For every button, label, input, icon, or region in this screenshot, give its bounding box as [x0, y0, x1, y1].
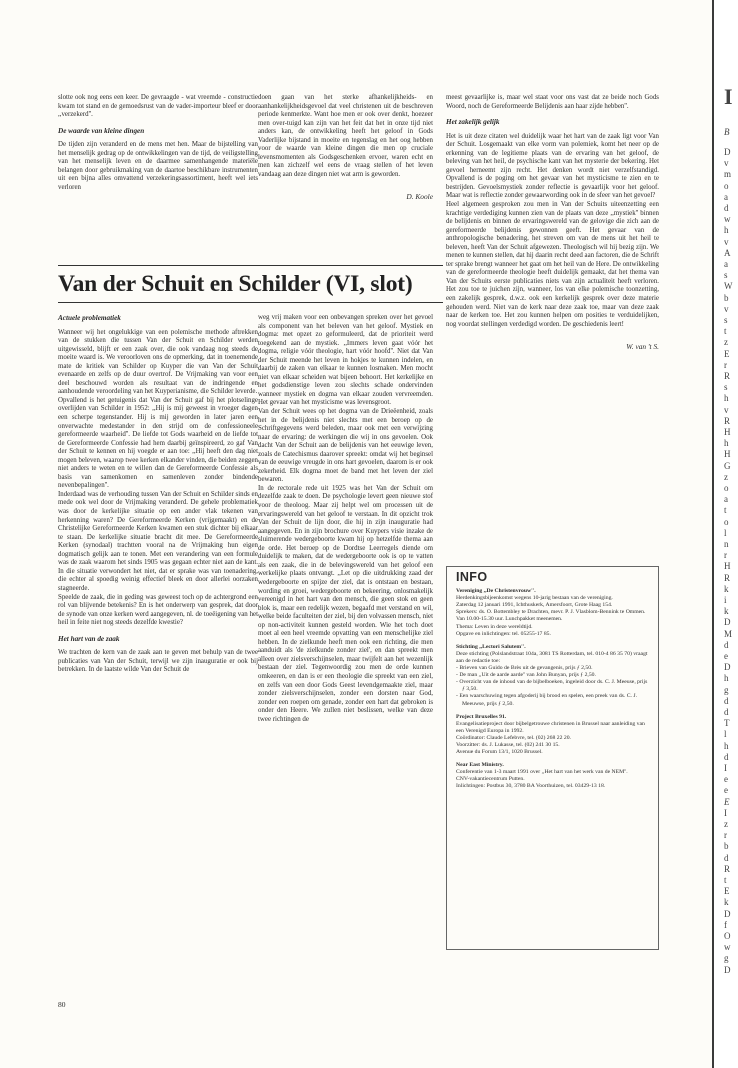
facing-page-letter: g [724, 953, 729, 964]
info-line: CNV-vakantiecentrum Putten. [456, 776, 525, 783]
author-signature: W. van 't S. [626, 342, 659, 352]
facing-page-letter: s [724, 315, 728, 325]
paragraph: doen gaan van het sterke afhankelijkheids- en aanhankelijkheidsgevoel dat veel christenen uit de beschreven periode kenmerkte. Want hoe men er ook over denkt, hoezeer men over-tuigd kan zijn van het feit dat het in onze tijd niet anders kan, de ontwikkeling heeft het geloof in Gods Vaderlijke bijstand in moeite en tegenslag en het oog hebben voor de waarde van kleine dingen die men op cruciale levensmomenten als Godsgeschenken ervoer, waren echt en men kan zichzelf wel eens de vraag stellen of het leven vandaag aan deze dingen niet wat arm is geworden. [258, 94, 433, 178]
info-line: Opgave en inlichtingen: tel. 05255-17 85. [456, 630, 551, 637]
facing-page-edge [712, 0, 738, 1068]
facing-page-letter: D [724, 617, 731, 628]
info-line: Avenue du Forum 13/1, 1020 Brussel. [456, 749, 543, 756]
paragraph: meest gevaarlijke is, maar wel staat voor ons vast dat ze beide noch Gods Woord, noch de Gereformeerde Belijdenis aan haar zijde hebben''. [446, 94, 659, 110]
facing-page-letter: b [724, 292, 729, 303]
facing-page-letter: a [724, 259, 728, 269]
facing-page-letter: s [724, 270, 728, 281]
info-section-title: Vereniging ,,De Christenvrouw''. [456, 588, 536, 595]
paragraph: We trachten de kern van de zaak aan te geven met behulp van de twee publicaties van Van der Schuit, terwijl we zijn inauguratie er ook bij betrekken. In de laatste wilde Van der Schuit de [58, 649, 258, 674]
info-line: Zaterdag 12 januari 1991, Ichthuskerk, Amersfoort, Grote Haag 154. [456, 602, 613, 609]
facing-page-letter: O [724, 931, 731, 941]
facing-page-letter: z [724, 819, 728, 829]
facing-page-letter: E [724, 796, 730, 807]
facing-page-letter: m [724, 169, 732, 180]
facing-page-letter: a [724, 191, 728, 202]
section-heading: De waarde van kleine dingen [58, 126, 145, 135]
article-title: Van der Schuit en Schilder (VI, slot) [58, 271, 413, 297]
facing-page-letter: i [724, 595, 727, 605]
facing-page-letter: T [724, 718, 730, 729]
paragraph: Speelde de zaak, die in geding was geweest toch op de achtergrond een rol van blijvende betekenis? En is het onderwerp van gesprek, dat door de synode van onze kerken werd aangegeven, nl. de toeëigening van het heil in feite niet nog steeds dezelfde kwestie? [58, 593, 258, 627]
facing-page-letter: v [724, 404, 729, 415]
facing-page-letter: M [724, 628, 733, 639]
facing-page-letter: R [724, 863, 731, 874]
facing-page-letter: h [724, 740, 729, 751]
facing-page-letter: z [724, 471, 728, 482]
facing-page-letter: h [724, 673, 729, 684]
facing-page-letter: e [724, 651, 728, 661]
paragraph: Het is uit deze citaten wel duidelijk waar het hart van de zaak ligt voor Van der Schuit. Losgemaakt van elke vorm van polemiek, komt het neer op de erkenning van de legitieme plaats van de ervaring van het geloof, de beleving van het heil, de psychische kant van het mysterie der bekering. Het gevoel herneemt zijn recht. Het denken wordt niet verzelfstandigd. Opvallend is de poging om het gevaar van het mysticisme te zien en te bestrijden. Gevoelsmystiek zonder reflectie is gevaarlijk voor het geloof. Maar wat is reflectie zonder gewaarwording ook in de sfeer van het gevoel? [446, 132, 659, 200]
info-list-item: - Overzicht van de inhoud van de bijbelboeken, ingeleid door ds. C. J. Meeuse, prijs ƒ 3,50. [462, 679, 649, 693]
facing-page-letter: g [724, 684, 729, 695]
info-list-item: - Brieven van Guido de Brès uit de gevangenis, prijs ƒ 2,50. [462, 665, 649, 672]
paragraph: De tijden zijn veranderd en de mens met hen. Maar de bijstelling van het menselijk gedrag op de ontwikkelingen van de tijd, de veiligstelling van het menselijk leven en de daarmee samenhangende materiële belangen door gebruikmaking van de daartoe beschikbare instrumenten uit een bijna alles omvattend verzekeringsassortiment, heeft wel iets verloren [58, 141, 258, 191]
facing-page-letter: I [724, 807, 727, 818]
facing-page-letter: o [724, 180, 729, 191]
facing-page-letter: s [724, 382, 728, 393]
info-section-title: Stichting ,,Lectori Salutem''. [456, 643, 526, 650]
paragraph: weg vrij maken voor een onbevangen spreken over het gevoel als component van het beleven van het geloof. Mystiek en dogma: met opzet zo geformuleerd, dat de prioriteit werd toegekend aan de mystiek. ,,Immers leven gaat vóór het dogma, religie vóór theologie, hart vóór hoofd''. Niet dat Van der Schuit meende het leven in hokjes te kunnen indelen, en daarbij de zaken van elkaar te kunnen losmaken. Men mocht niet van elkaar scheiden wat bijeen behoort. Het kerkelijke en het godsdienstige leven zou slechts schade ondervinden wanneer mystiek en dogma van elkaar zouden vervreemden. Het gevaar van het mysticisme was levensgroot. [258, 314, 433, 407]
facing-page-title-fragment: I [724, 84, 733, 109]
article-column-2 [258, 314, 433, 724]
facing-page-letter: n [724, 539, 729, 549]
facing-page-letter: A [724, 247, 731, 258]
facing-page-letter: e [724, 785, 728, 796]
facing-page-letter: h [724, 225, 729, 236]
title-rule-top [58, 265, 443, 266]
facing-page-letter: a [724, 494, 728, 505]
article-column-1 [58, 314, 258, 675]
facing-page-letter: I [724, 763, 727, 773]
facing-page-letter: o [724, 516, 729, 527]
info-line: Deze stichting (Polslandstraat 104a, 3081 TS Rotterdam, tel. 010-4 86 35 70) vraagt aan de redactie toe: [456, 650, 648, 664]
info-section [456, 644, 649, 708]
facing-page-letter: t [724, 505, 727, 516]
facing-page-letter: H [724, 427, 731, 437]
info-line: Voorzitter: ds. J. Lukasse, tel. (02) 241 30 15. [456, 741, 560, 748]
page-number: 80 [58, 1000, 66, 1009]
info-line: Conferentie van 1-3 maart 1991 over ,,Het hart van het werk van de NEM''. [456, 769, 628, 776]
info-list-item: - De man ,,Uit de aarde aarde'' van John Bunyan, prijs ƒ 2,50. [462, 672, 649, 679]
info-section [456, 714, 649, 757]
facing-page-letter: z [724, 337, 728, 348]
info-title: INFO [456, 570, 488, 584]
facing-page-letter: t [724, 326, 727, 337]
facing-page-letter: d [724, 707, 729, 717]
info-line: Inlichtingen: Postbus 30, 3780 BA Voorthuizen, tel. 03429-13 18. [456, 783, 606, 790]
facing-page-letter: r [724, 830, 727, 841]
facing-page-letter: e [724, 774, 728, 785]
info-section-title: Project Bruxelles 91. [456, 713, 507, 720]
info-line: Coördinator: Claude Lefebvre, tel. (02) 268 22 20. [456, 734, 571, 741]
facing-page-letter: B [724, 127, 730, 137]
info-line: Sprekers: ds. O. Bottembley te Drachten, mevr. P. J. Vlasblom-Bennink te Ommen. Van 10.00-15.30 uur. Lunchpakket meenemen. [456, 609, 646, 623]
section-heading: Het zakelijk gelijk [446, 118, 500, 127]
paragraph: slotte ook nog eens een keer. De gevraagde - wat vreemde - constructie kwam tot stand en de gemoedsrust van de vader-importeur bleef er door ,,verzekerd''. [58, 94, 258, 119]
paragraph: Opvallend is het getuigenis dat Van der Schuit gaf bij het plotselinge overlijden van Schilder in 1952: ,,Hij is mij geweest in vroeger dagen een scherpe tegenstander. Hij is mij geworden in later jaren een onverwachte medestander in den strijd om de confessioneele gereformeerde waarheid''. De liefde tot Gods waarheid en de liefde tot de Gereformeerde Confessie had hem daarbij geïnspireerd, zo gaf Van der Schuit te kennen en hij voegde er aan toe: ,,Hij heeft den dag niet mogen beleven, waarop twee kerken elkander vinden, die beiden zeggen niet anders te weten en te willen dan de Gereformeerde Confessie als basis van samenkomen en samenleven zonder bindende nevenbepalingen''. [58, 396, 258, 490]
prev-article-column-3 [446, 94, 659, 352]
facing-page-letter: d [724, 203, 729, 213]
facing-page-letter: R [724, 371, 731, 381]
facing-page-letter: l [724, 729, 727, 740]
facing-page-letter: k [724, 606, 729, 617]
facing-page-letter: b [724, 841, 729, 852]
paragraph: Van der Schuit wees op het dogma van de Drieëenheid, zoals het in de belijdenis niet slechts met een beroep op de Schriftgegevens werd beleden, maar ook met een verwijzing naar de ervaring: de werkingen die wij in ons gevoelen. Ook dacht Van der Schuit aan de belijdenis van het eeuwige leven, zoals de Catechismus daarover spreekt: omdat wij het beginsel van de eeuwige vreugde in ons hart gevoelen, daarom is er ook zekerheid. Elk dogma moet de band met het leven der ziel bewaren. [258, 408, 433, 484]
facing-page-letter: D [724, 964, 731, 975]
facing-page-letter: k [724, 897, 729, 908]
facing-page-letter: R [724, 572, 731, 583]
facing-page-letter: E [724, 348, 730, 359]
facing-page-letter: G [724, 460, 731, 471]
facing-page-letter: o [724, 483, 729, 493]
paragraph: Inderdaad was de verhouding tussen Van der Schuit en Schilder sinds en mede ook wel door de Vrijmaking veranderd. De gehele problematiek was door de kerkelijke situatie op een ander vlak tekenen van herkenning waren? De Gereformeerde Kerken (vrijgemaakt) en de Christelijke Gereformeerde Kerken kwamen een stuk dichter bij elkaar te staan. De kerkelijke situatie bracht dit mee. De Gereformeerde Kerken (synodaal) trachtten vooral na de Vrijmaking hun eigen dogmatisch gelijk aan te tonen. Met een verandering van een formule was de zaak waarom het sinds 1905 was gegaan echter niet aan de kant. In die situatie verwondert het niet, dat er sprake was van toenadering, die echter al spoedig weinig effectief bleek en door allerlei oorzaken stagneerde. [58, 490, 258, 592]
info-line: Thema: Leven in deze wereldtijd. [456, 623, 533, 630]
section-heading: Het hart van de zaak [58, 634, 120, 643]
facing-page-letter: v [724, 303, 729, 314]
prev-article-column-1 [58, 94, 258, 192]
section-heading: Actuele problematiek [58, 314, 121, 322]
info-section [456, 762, 649, 790]
facing-page-letter: r [724, 550, 727, 561]
facing-page-letter: H [724, 449, 731, 460]
info-list [456, 665, 649, 708]
facing-page-letter: f [724, 919, 727, 930]
prev-article-column-2 [258, 94, 433, 202]
facing-page-letter: v [724, 236, 729, 247]
facing-page-letter: W [724, 281, 733, 292]
paragraph: Heel algemeen gesproken zou men in Van der Schuits uiteenzetting een krachtige verdediging kunnen zien van de plaats van deze ,,mystiek'' binnen de belijdenis en binnen de ervaringswereld van de gelovige die zich aan de gereformeerde belijdenis gewonnen geeft. Het gevaar van de anthropologische benadering, het streven om van de mens uit het heil te beleven, heeft Van der Schuit afgewezen. Theologisch wil hij bezig zijn. We menen te kunnen stellen, dat hij daarin recht deed aan factoren, die de Schrift ter sprake brengt wanneer het gaat om het heil van de Here. De ontwikkeling van de gereformeerde theologie heeft duidelijk gemaakt, dat het thema van Van der Schuits eerste publicaties niets van zijn actualiteit heeft verloren. Het zou toe te juichen zijn, wanneer, los van elke polemische toonzetting, een zakelijk gesprek, d.w.z. ook een kerkelijk gesprek over deze materie gehouden werd. Niet van de kerk naar deze zaak toe, maar van deze zaak naar de kerken toe. Het zou kunnen helpen om posities te verduidelijken, nog voordat stellingen verdedigd worden. De geschiedenis leert! [446, 201, 659, 328]
facing-page-letter: H [724, 561, 731, 572]
facing-page-letter: d [724, 852, 729, 863]
facing-page-letter: h [724, 393, 729, 404]
facing-page-letter: d [724, 695, 729, 706]
author-signature: D. Koole [406, 192, 433, 202]
info-line: Herdenkingsbijeenkomst wegens 10-jarig bestaan van de vereniging. [456, 595, 613, 602]
facing-page-letter: t [724, 875, 727, 885]
info-section-title: Near East Ministry. [456, 762, 504, 769]
facing-page-letter: l [724, 527, 727, 538]
facing-page-letter: d [724, 751, 729, 762]
facing-page-letter: E [724, 886, 730, 897]
title-rule-bottom [58, 302, 443, 303]
facing-page-letter: w [724, 214, 731, 225]
facing-page-letter: r [724, 359, 727, 370]
info-line: Evangelisatieproject door bijbelgetrouwe christenen in Brussel naar aanleiding van een Verenigd Europa in 1992. [456, 720, 645, 734]
facing-page-letter: h [724, 438, 729, 449]
paragraph: In de rectorale rede uit 1925 was het Van der Schuit om dezelfde zaak te doen. De psychologie levert geen nieuwe stof voor de theoloog. Maar zij helpt wel om processen uit de ervaringswereld van het geloof te verstaan. In dit opzicht trok Van der Schuit de lijn door, die hij in zijn inauguratie had aangegeven. En in zijn brochure over Kuypers visie inzake de sluimerende wedergeboorte kwam hij op hetzelfde thema aan de orde. Het beroep op de Dordtse Leerregels diende om duidelijk te maken, dat de wedergeboorte ook is op te vatten als een zaak, die in de belevingswereld van het geloof een werkelijke plaats ontvangt. ,,Let op die uitdrukking zaad der wedergeboorte en spijze der ziel, dat is ontstaan en bestaan, wording en groei, wedergeboorte en bekeering, onlosmakelijk vereenigd in het hart van den mensch, die geen stok en geen blok is, maar een redelijk wezen, begaafd met verstand en wil, welke beide faculteiten der ziel, bij den volvassen mensch, niet op non-activiteit kunnen gesteld worden. Wie het toch doet moet al een heel vreemde opvatting van een menschelijke ziel hebben. In de zielkunde heeft men ook een richting, die men aanduidt als 'de zielkunde zonder ziel', en dan spreekt men alleen over zielsverschijnselen, maar twijfelt aan het wezenlijk bestaan der ziel. Tegenwoordig zou men de orde kunnen omkeeren, en dan is er een theologie die spreekt van een ziel, en zelfs van een door Gods Geest levendgemaakte ziel, maar zonder zielsverschijnselen, zonder een dorsten naar God, zonder een roepen om genade, zonder een hart dat gebroken is onder den Heere. We zullen niet beslissen, welke van deze twee richtingen de [258, 484, 433, 723]
facing-page-letter: v [724, 158, 729, 169]
info-section [456, 588, 649, 638]
facing-page-letter: D [724, 147, 731, 157]
info-list-item: - Een waarschuwing tegen afgoderij bij brood en spelen, een preek van ds. C. J. Meeuwse, prijs ƒ 2,50. [462, 693, 649, 707]
facing-page-letter: D [724, 662, 731, 673]
facing-page-letter: d [724, 639, 729, 650]
info-box [446, 566, 659, 950]
facing-page-letter: D [724, 908, 731, 919]
facing-page-letter: R [724, 415, 731, 426]
paragraph: Wanneer wij het ongelukkige van een polemische methode aftrekken van de stukken die tussen Van der Schuit en Schilder werden uitgewisseld, blijft er een zaak over, die ook vandaag nog steeds de moeite waard is. We veroorloven ons de opmerking, dat in toenemende mate de kritiek van Schilder op Kuyper die van Van der Schuit evenaarde en zelfs op de duur overtrof. De Vrijmaking van voor een deel beschouwd worden als resultaat van de indringende en aanhoudende veroordeling van het Kuyperianisme, die Schilder leverde. [58, 328, 258, 396]
facing-page-letter: w [724, 942, 731, 953]
facing-page-letter: k [724, 583, 729, 594]
